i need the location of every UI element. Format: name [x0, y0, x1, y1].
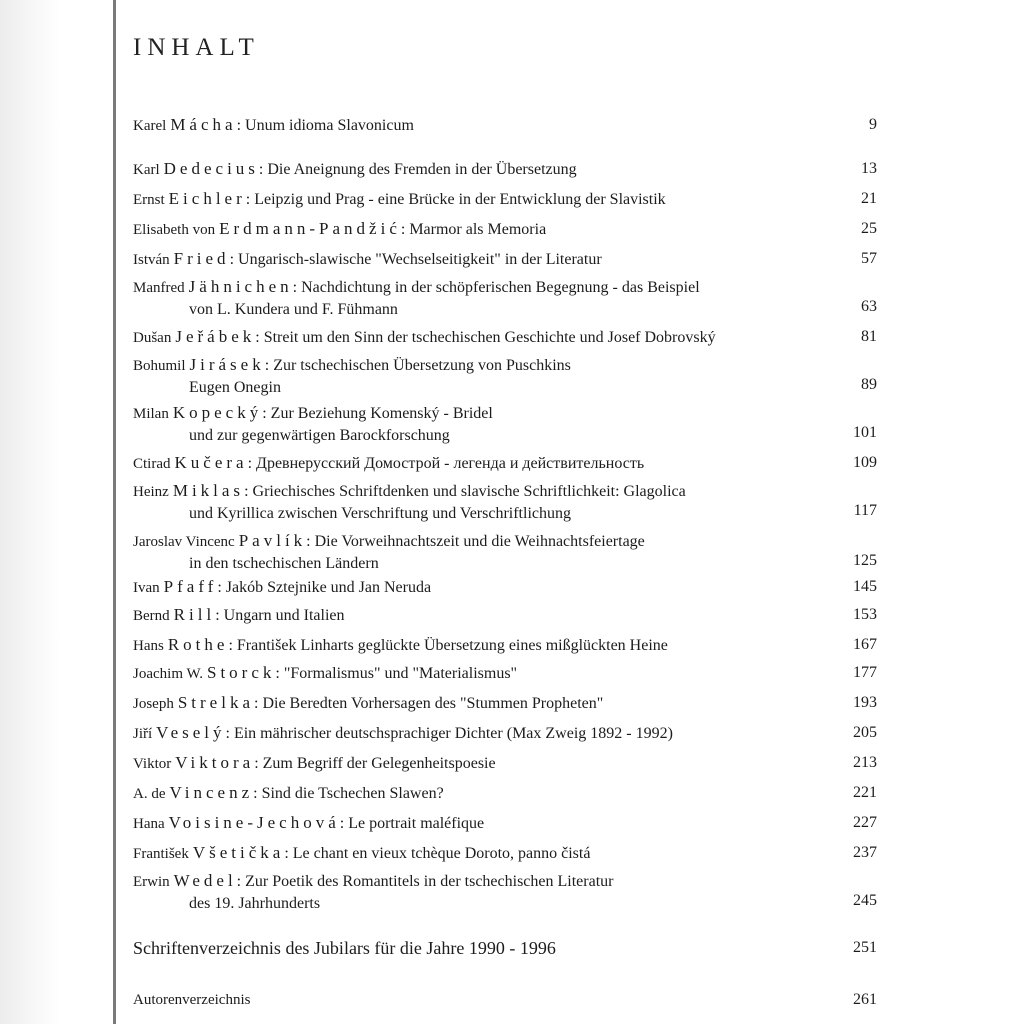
toc-entry: Manfred Jähnichen: Nachdichtung in der schöpferischen Begegnung - das Beispiel von L. Kundera und F. Fühmann: [133, 276, 878, 321]
article-title: Zur Poetik des Romantitels in der tschechischen Literatur: [245, 873, 614, 890]
toc-entry: Joachim W. Storck: "Formalismus" und "Materialismus": [133, 663, 518, 682]
toc-page-number: 205: [853, 724, 877, 741]
author-last-name: Dedecius: [163, 159, 259, 178]
toc-entry: Joseph Strelka: Die Beredten Vorhersagen des "Stummen Propheten": [133, 693, 604, 712]
article-title: "Formalismus" und "Materialismus": [283, 665, 518, 682]
toc-page-number: 153: [853, 606, 877, 623]
author-last-name: Jähnichen: [188, 277, 293, 296]
toc-entry: Bernd Rill: Ungarn und Italien: [133, 605, 345, 624]
toc-page-number: 213: [853, 754, 877, 771]
author-first-name: Dušan: [133, 330, 172, 346]
appendix-label: Schriftenverzeichnis des Jubilars für die Jahre 1990 - 1996: [133, 938, 556, 958]
article-title-continued: von L. Kundera und F. Fühmann: [189, 301, 398, 318]
toc-page-number: 101: [853, 424, 877, 441]
author-last-name: Kopecký: [172, 403, 263, 422]
article-title: Streit um den Sinn der tschechischen Geschichte und Josef Dobrovský: [263, 329, 716, 346]
article-title: Zur Beziehung Komenský - Bridel: [270, 405, 493, 422]
toc-entry: Elisabeth von Erdmann-Pandžić: Marmor als Memoria: [133, 219, 547, 238]
author-first-name: Bernd: [133, 608, 170, 624]
article-title: Marmor als Memoria: [409, 221, 547, 238]
author-last-name: Rill: [173, 605, 216, 624]
gutter-rule: [113, 0, 116, 1024]
toc-entry: Jaroslav Vincenc Pavlík: Die Vorweihnachtszeit und die Weihnachtsfeiertage in den tschechischen Ländern: [133, 530, 878, 575]
toc-page-number: 13: [861, 160, 877, 177]
author-last-name: Erdmann-Pandžić: [219, 219, 401, 238]
article-title: Ungarn und Italien: [223, 607, 345, 624]
article-title-continued: in den tschechischen Ländern: [189, 555, 379, 572]
toc-entry: A. de Vincenz: Sind die Tschechen Slawen?: [133, 783, 444, 802]
author-last-name: Kučera: [174, 453, 248, 472]
author-first-name: Joachim W.: [133, 666, 203, 682]
article-title: Le chant en vieux tchèque Doroto, panno čistá: [292, 845, 591, 862]
page-title: INHALT: [133, 34, 260, 61]
author-first-name: Karel: [133, 118, 167, 134]
toc-page-number: 125: [853, 552, 877, 569]
toc-page-number: 25: [861, 220, 877, 237]
author-first-name: Karl: [133, 162, 160, 178]
author-first-name: Milan: [133, 406, 169, 422]
author-first-name: Hana: [133, 816, 165, 832]
article-title: Griechisches Schriftdenken und slavische Schriftlichkeit: Glagolica: [252, 483, 686, 500]
toc-entry: Ernst Eichler: Leipzig und Prag - eine Brücke in der Entwicklung der Slavistik: [133, 189, 666, 208]
article-title: Le portrait maléfique: [348, 815, 485, 832]
author-first-name: Manfred: [133, 280, 185, 296]
article-title: Ungarisch-slawische "Wechselseitigkeit" in der Literatur: [238, 251, 602, 268]
toc-page-number: 89: [861, 376, 877, 393]
toc-page-number: 167: [853, 636, 877, 653]
appendix-bibliography: [133, 937, 878, 959]
toc-page-number: 9: [869, 116, 877, 133]
toc-entry: Milan Kopecký: Zur Beziehung Komenský - Bridel und zur gegenwärtigen Barockforschung: [133, 402, 878, 447]
toc-page-number: 117: [853, 502, 877, 519]
article-title: Nachdichtung in der schöpferischen Begegnung - das Beispiel: [301, 279, 700, 296]
article-title: Древнерусский Домострой - легенда и действительность: [256, 455, 645, 472]
article-title: Die Beredten Vorhersagen des "Stummen Propheten": [262, 695, 604, 712]
article-title-continued: und zur gegenwärtigen Barockforschung: [189, 427, 450, 444]
book-gutter-shadow: [0, 0, 100, 1024]
appendix-author-index: [133, 989, 878, 1011]
toc-page-number: 57: [861, 250, 877, 267]
author-first-name: František: [133, 846, 189, 862]
appendix-label: Autorenverzeichnis: [133, 992, 251, 1008]
author-last-name: Viktora: [175, 753, 255, 772]
toc-page-number: 177: [853, 664, 877, 681]
toc-page-number: 81: [861, 328, 877, 345]
toc-entry: František Všetička: Le chant en vieux tchèque Doroto, panno čistá: [133, 843, 591, 862]
author-first-name: Joseph: [133, 696, 174, 712]
author-last-name: Storck: [207, 663, 276, 682]
toc-page-number: 193: [853, 694, 877, 711]
article-title: František Linharts geglückte Übersetzung eines mißglückten Heine: [236, 637, 668, 654]
toc-page-number: 237: [853, 844, 877, 861]
article-title-continued: und Kyrillica zwischen Verschriftung und Verschriftlichung: [189, 505, 571, 522]
author-last-name: Wedel: [173, 871, 237, 890]
article-title: Zur tschechischen Übersetzung von Puschkins: [273, 357, 571, 374]
author-first-name: Heinz: [133, 484, 169, 500]
article-title-continued: Eugen Onegin: [189, 379, 281, 396]
author-last-name: Jirásek: [189, 355, 265, 374]
article-title: Jakób Sztejnike und Jan Neruda: [225, 579, 432, 596]
appendix-bibliography-page: 251: [853, 939, 877, 956]
toc-entry: Karl Dedecius: Die Aneignung des Fremden in der Übersetzung: [133, 159, 577, 178]
author-last-name: Eichler: [168, 189, 246, 208]
article-title: Die Aneignung des Fremden in der Übersetzung: [267, 161, 577, 178]
author-first-name: Ernst: [133, 192, 165, 208]
author-first-name: Jaroslav Vincenc: [133, 534, 235, 550]
toc-entry: Erwin Wedel: Zur Poetik des Romantitels in der tschechischen Literatur des 19. Jahrhunderts: [133, 870, 878, 915]
toc-page-number: 245: [853, 892, 877, 909]
article-title: Leipzig und Prag - eine Brücke in der Entwicklung der Slavistik: [254, 191, 666, 208]
author-first-name: Elisabeth von: [133, 222, 216, 238]
author-last-name: Miklas: [172, 481, 245, 500]
toc-page-number: 21: [861, 190, 877, 207]
author-last-name: Rothe: [167, 635, 229, 654]
toc-page-number: 221: [853, 784, 877, 801]
toc-page-number: 63: [861, 298, 877, 315]
toc-page-number: 109: [853, 454, 877, 471]
author-first-name: István: [133, 252, 170, 268]
toc-entry: Karel Mácha: Unum idioma Slavonicum: [133, 115, 414, 134]
author-last-name: Vincenz: [169, 783, 254, 802]
toc-entry: Heinz Miklas: Griechisches Schriftdenken und slavische Schriftlichkeit: Glagolica und Kyrillica zwischen Verschriftung und Verschriftlichung: [133, 480, 878, 525]
author-last-name: Pfaff: [163, 577, 218, 596]
toc-page-number: 227: [853, 814, 877, 831]
author-last-name: Voisine-Jechová: [168, 813, 340, 832]
toc-entry: István Fried: Ungarisch-slawische "Wechselseitigkeit" in der Literatur: [133, 249, 602, 268]
author-first-name: Ctirad: [133, 456, 171, 472]
author-first-name: Hans: [133, 638, 164, 654]
author-first-name: Ivan: [133, 580, 160, 596]
author-last-name: Všetička: [192, 843, 285, 862]
toc-page-number: 145: [853, 578, 877, 595]
article-title-continued: des 19. Jahrhunderts: [189, 895, 321, 912]
toc-entry: Bohumil Jirásek: Zur tschechischen Übersetzung von Puschkins Eugen Onegin: [133, 354, 878, 399]
toc-entry: Dušan Jeřábek: Streit um den Sinn der tschechischen Geschichte und Josef Dobrovský: [133, 327, 716, 346]
article-title: Sind die Tschechen Slawen?: [261, 785, 444, 802]
article-title: Ein mährischer deutschsprachiger Dichter (Max Zweig 1892 - 1992): [233, 725, 673, 742]
toc-entry: Viktor Viktora: Zum Begriff der Gelegenheitspoesie: [133, 753, 496, 772]
author-last-name: Veselý: [156, 723, 226, 742]
author-last-name: Pavlík: [238, 531, 307, 550]
toc-entry: Jiří Veselý: Ein mährischer deutschsprachiger Dichter (Max Zweig 1892 - 1992): [133, 723, 673, 742]
author-last-name: Mácha: [170, 115, 237, 134]
author-first-name: Bohumil: [133, 358, 186, 374]
article-title: Die Vorweihnachtszeit und die Weihnachtsfeiertage: [314, 533, 645, 550]
toc-entry: Hana Voisine-Jechová: Le portrait maléfique: [133, 813, 485, 832]
author-last-name: Jeřábek: [175, 327, 256, 346]
article-title: Unum idioma Slavonicum: [245, 117, 414, 134]
toc-entry: Ivan Pfaff: Jakób Sztejnike und Jan Neruda: [133, 577, 432, 596]
author-first-name: A. de: [133, 786, 166, 802]
appendix-author-index-page: 261: [853, 991, 877, 1008]
toc-entry: Hans Rothe: František Linharts geglückte Übersetzung eines mißglückten Heine: [133, 635, 668, 654]
author-last-name: Fried: [173, 249, 230, 268]
author-first-name: Viktor: [133, 756, 172, 772]
author-last-name: Strelka: [177, 693, 254, 712]
author-first-name: Jiří: [133, 726, 153, 742]
author-first-name: Erwin: [133, 874, 170, 890]
toc-entry: Ctirad Kučera: Древнерусский Домострой - легенда и действительность: [133, 453, 645, 472]
article-title: Zum Begriff der Gelegenheitspoesie: [262, 755, 496, 772]
